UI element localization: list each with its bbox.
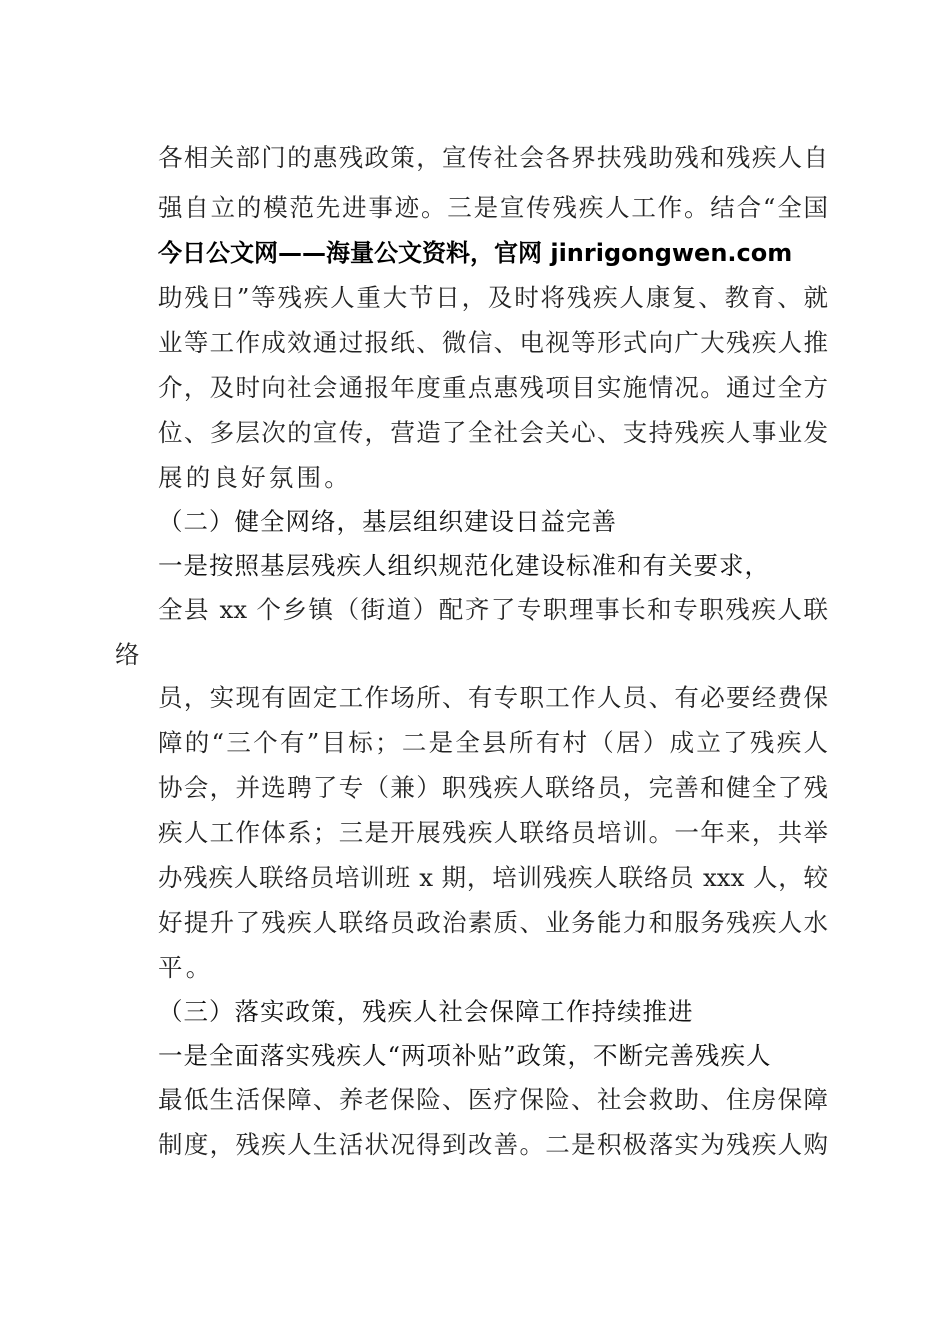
watermark-banner: 今日公文网——海量公文资料，官网 jinrigongwen.com	[158, 239, 793, 267]
paragraph-line: 协会，并选聘了专（兼）职残疾人联络员，完善和健全了残	[158, 773, 828, 802]
section-heading-3: （三）落实政策，残疾人社会保障工作持续推进	[158, 997, 694, 1026]
paragraph-line: 员，实现有固定工作场所、有专职工作人员、有必要经费保	[158, 683, 828, 712]
paragraph-line: 业等工作成效通过报纸、微信、电视等形式向广大残疾人推	[158, 328, 828, 357]
paragraph-line: 最低生活保障、养老保险、医疗保险、社会救助、住房保障	[158, 1085, 828, 1114]
paragraph-line: 疾人工作体系；三是开展残疾人联络员培训。一年来，共举	[158, 818, 828, 847]
paragraph-line: 展的良好氛围。	[158, 463, 352, 492]
paragraph-line: 平。	[158, 953, 214, 982]
section-heading-2: （二）健全网络，基层组织建设日益完善	[158, 507, 617, 536]
paragraph-line: 制度，残疾人生活状况得到改善。二是积极落实为残疾人购	[158, 1130, 828, 1159]
paragraph-line: 一是全面落实残疾人“两项补贴”政策，不断完善残疾人	[158, 1041, 772, 1070]
paragraph-line: 好提升了残疾人联络员政治素质、业务能力和服务残疾人水	[158, 908, 828, 937]
paragraph-line: 各相关部门的惠残政策，宣传社会各界扶残助残和残疾人自	[158, 143, 828, 172]
paragraph-line: 一是按照基层残疾人组织规范化建设标准和有关要求，	[158, 551, 770, 580]
paragraph-line: 络	[115, 640, 143, 669]
paragraph-line: 介，及时向社会通报年度重点惠残项目实施情况。通过全方	[158, 373, 828, 402]
paragraph-line: 位、多层次的宣传，营造了全社会关心、支持残疾人事业发	[158, 418, 828, 447]
paragraph-line: 障的“三个有”目标；二是全县所有村（居）成立了残疾人	[158, 728, 828, 757]
paragraph-line: 全县 xx 个乡镇（街道）配齐了专职理事长和专职残疾人联	[158, 595, 828, 624]
paragraph-line: 办残疾人联络员培训班 x 期，培训残疾人联络员 xxx 人，较	[158, 863, 828, 892]
paragraph-line: 强自立的模范先进事迹。三是宣传残疾人工作。结合“全国	[158, 193, 828, 222]
paragraph-line: 助残日”等残疾人重大节日，及时将残疾人康复、教育、就	[158, 283, 828, 312]
